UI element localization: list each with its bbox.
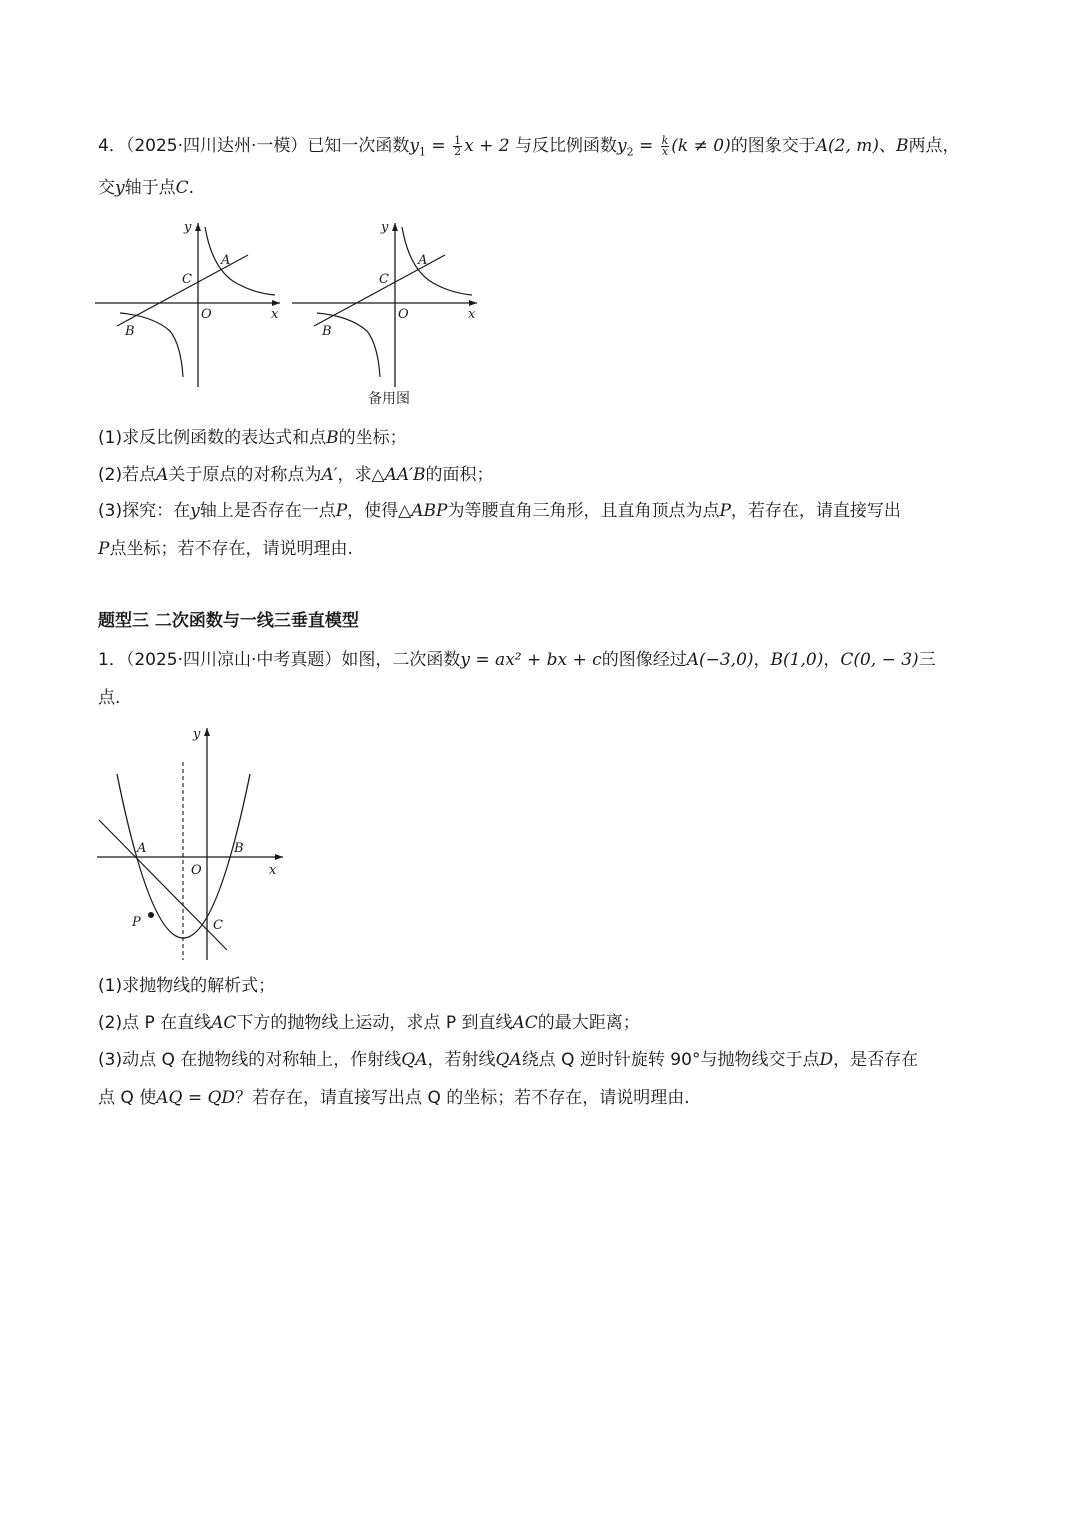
math: x + 2 xyxy=(464,136,510,156)
q1-part2 xyxy=(98,1011,640,1035)
label-o: O xyxy=(398,307,409,322)
label-c: C xyxy=(379,272,389,287)
q1-line2: 点. xyxy=(98,688,121,708)
point-p xyxy=(148,912,154,918)
text: ？若存在，请直接写出点 Q 的坐标；若不存在，请说明理由. xyxy=(235,1088,690,1108)
math: y xyxy=(190,501,200,521)
q4-part1 xyxy=(98,426,407,450)
text: 交 xyxy=(98,178,115,198)
x-arrow-icon xyxy=(275,854,283,860)
math: = xyxy=(426,136,452,156)
math: P xyxy=(98,539,110,559)
label-c: C xyxy=(213,918,223,933)
y-arrow-icon xyxy=(392,223,398,231)
text: (3)动点 Q 在抛物线的对称轴上，作射线 xyxy=(98,1050,402,1070)
y-arrow-icon xyxy=(195,223,201,231)
text: ，使得△ xyxy=(347,501,412,521)
math: QA xyxy=(401,1050,428,1070)
figure-hyperbola-backup xyxy=(292,215,482,390)
label-b: B xyxy=(322,324,332,339)
text: 绕点 Q 逆时针旋转 90°与抛物线交于点 xyxy=(521,1050,820,1070)
math: y = ax² + bx + c xyxy=(460,650,602,670)
label-y: y xyxy=(193,727,201,742)
text: 已知一次函数 xyxy=(307,136,410,156)
label-a: A xyxy=(137,841,147,856)
q4-number: 4． xyxy=(98,136,126,156)
math: C(0, − 3) xyxy=(840,650,919,670)
math: AA′B xyxy=(384,465,426,485)
q1-part3 xyxy=(98,1048,918,1072)
denominator: 2 xyxy=(454,144,462,158)
label-b: B xyxy=(125,324,135,339)
math: AQ = QD xyxy=(156,1088,236,1108)
q4-line2 xyxy=(98,176,194,200)
text: 点坐标；若不存在，请说明理由. xyxy=(109,539,353,559)
math: D xyxy=(819,1050,834,1070)
math: C xyxy=(175,178,189,198)
label-x: x xyxy=(468,307,476,322)
text: 点 Q 使 xyxy=(98,1088,157,1108)
text: ， xyxy=(753,650,771,670)
math: B xyxy=(896,136,909,156)
label-y: y xyxy=(381,220,389,235)
q1-line1 xyxy=(98,648,936,672)
q1-part1: (1)求抛物线的解析式； xyxy=(98,976,276,996)
hyperbola-branch-2 xyxy=(317,313,380,377)
text: 的图象交于 xyxy=(730,136,816,156)
q1-number: 1． xyxy=(98,650,126,670)
text: (2)若点 xyxy=(98,465,157,485)
x-arrow-icon xyxy=(272,300,280,306)
math: = xyxy=(633,136,659,156)
text: ，求△ xyxy=(337,465,385,485)
label-c: C xyxy=(182,272,192,287)
numerator: k xyxy=(661,133,669,147)
label-a: A xyxy=(221,253,231,268)
text: 两点， xyxy=(908,136,960,156)
math: y xyxy=(115,178,125,198)
math: B xyxy=(326,428,339,448)
numerator: 1 xyxy=(454,133,462,147)
text: ， xyxy=(823,650,841,670)
text: ，是否存在 xyxy=(833,1050,919,1070)
line-ac xyxy=(99,820,227,950)
q1-part3-cont xyxy=(98,1086,690,1110)
figure-parabola xyxy=(95,722,295,967)
q4-part3 xyxy=(98,499,901,523)
hyperbola-branch-1 xyxy=(205,227,275,295)
section-title: 题型三 二次函数与一线三垂直模型 xyxy=(98,611,359,631)
figure-hyperbola-main xyxy=(95,215,285,390)
math: (k ≠ 0) xyxy=(671,136,731,156)
hyperbola-branch-1 xyxy=(402,227,472,295)
fraction-half xyxy=(453,133,462,158)
text: 的最大距离； xyxy=(537,1013,640,1033)
math: A′ xyxy=(321,465,338,485)
text: (3)探究：在 xyxy=(98,501,191,521)
denominator: x xyxy=(661,144,669,158)
text: 的图像经过 xyxy=(601,650,687,670)
label-x: x xyxy=(271,307,279,322)
text: 的面积； xyxy=(425,465,494,485)
math: ABP xyxy=(411,501,448,521)
q4-source: （2025·四川达州·一模） xyxy=(125,136,308,156)
math: A xyxy=(156,465,169,485)
q1-source: （2025·四川凉山·中考真题） xyxy=(125,650,342,670)
fraction-k-over-x xyxy=(661,133,670,158)
text: 与反比例函数 xyxy=(509,136,617,156)
math: A(2, m) xyxy=(815,136,880,156)
label-b: B xyxy=(234,841,244,856)
q4-line1 xyxy=(98,134,960,164)
text: ，若射线 xyxy=(427,1050,496,1070)
text: 下方的抛物线上运动，求点 P 到直线 xyxy=(236,1013,513,1033)
text: 关于原点的对称点为 xyxy=(168,465,322,485)
text: (2)点 P 在直线 xyxy=(98,1013,212,1033)
math: AC xyxy=(211,1013,237,1033)
math: AC xyxy=(512,1013,538,1033)
q4-part3-cont xyxy=(98,537,353,561)
y-arrow-icon xyxy=(204,728,210,736)
text: 三 xyxy=(918,650,936,670)
q4-part2 xyxy=(98,463,494,487)
label-y: y xyxy=(184,220,192,235)
math: QA xyxy=(495,1050,522,1070)
math: P xyxy=(335,501,348,521)
math: y xyxy=(409,136,420,156)
figure-caption: 备用图 xyxy=(368,391,410,407)
text: 如图，二次函数 xyxy=(341,650,461,670)
text: 为等腰直角三角形，且直角顶点为点 xyxy=(447,501,720,521)
math: y xyxy=(616,136,627,156)
text: 轴于点 xyxy=(124,178,176,198)
label-x: x xyxy=(269,863,277,878)
text: . xyxy=(188,178,195,198)
text: ，若存在，请直接写出 xyxy=(730,501,901,521)
math: B(1,0) xyxy=(770,650,824,670)
label-o: O xyxy=(201,307,212,322)
text: 、 xyxy=(879,136,897,156)
math: P xyxy=(719,501,731,521)
text: 的坐标； xyxy=(338,428,407,448)
math: A(−3,0) xyxy=(686,650,754,670)
label-p: P xyxy=(132,915,141,930)
text: (1)求反比例函数的表达式和点 xyxy=(98,428,327,448)
text: 轴上是否存在一点 xyxy=(199,501,336,521)
label-a: A xyxy=(418,253,428,268)
hyperbola-branch-2 xyxy=(120,313,183,377)
x-arrow-icon xyxy=(469,300,477,306)
subscript: 2 xyxy=(626,145,634,159)
subscript: 1 xyxy=(419,145,427,159)
label-o: O xyxy=(191,863,202,878)
